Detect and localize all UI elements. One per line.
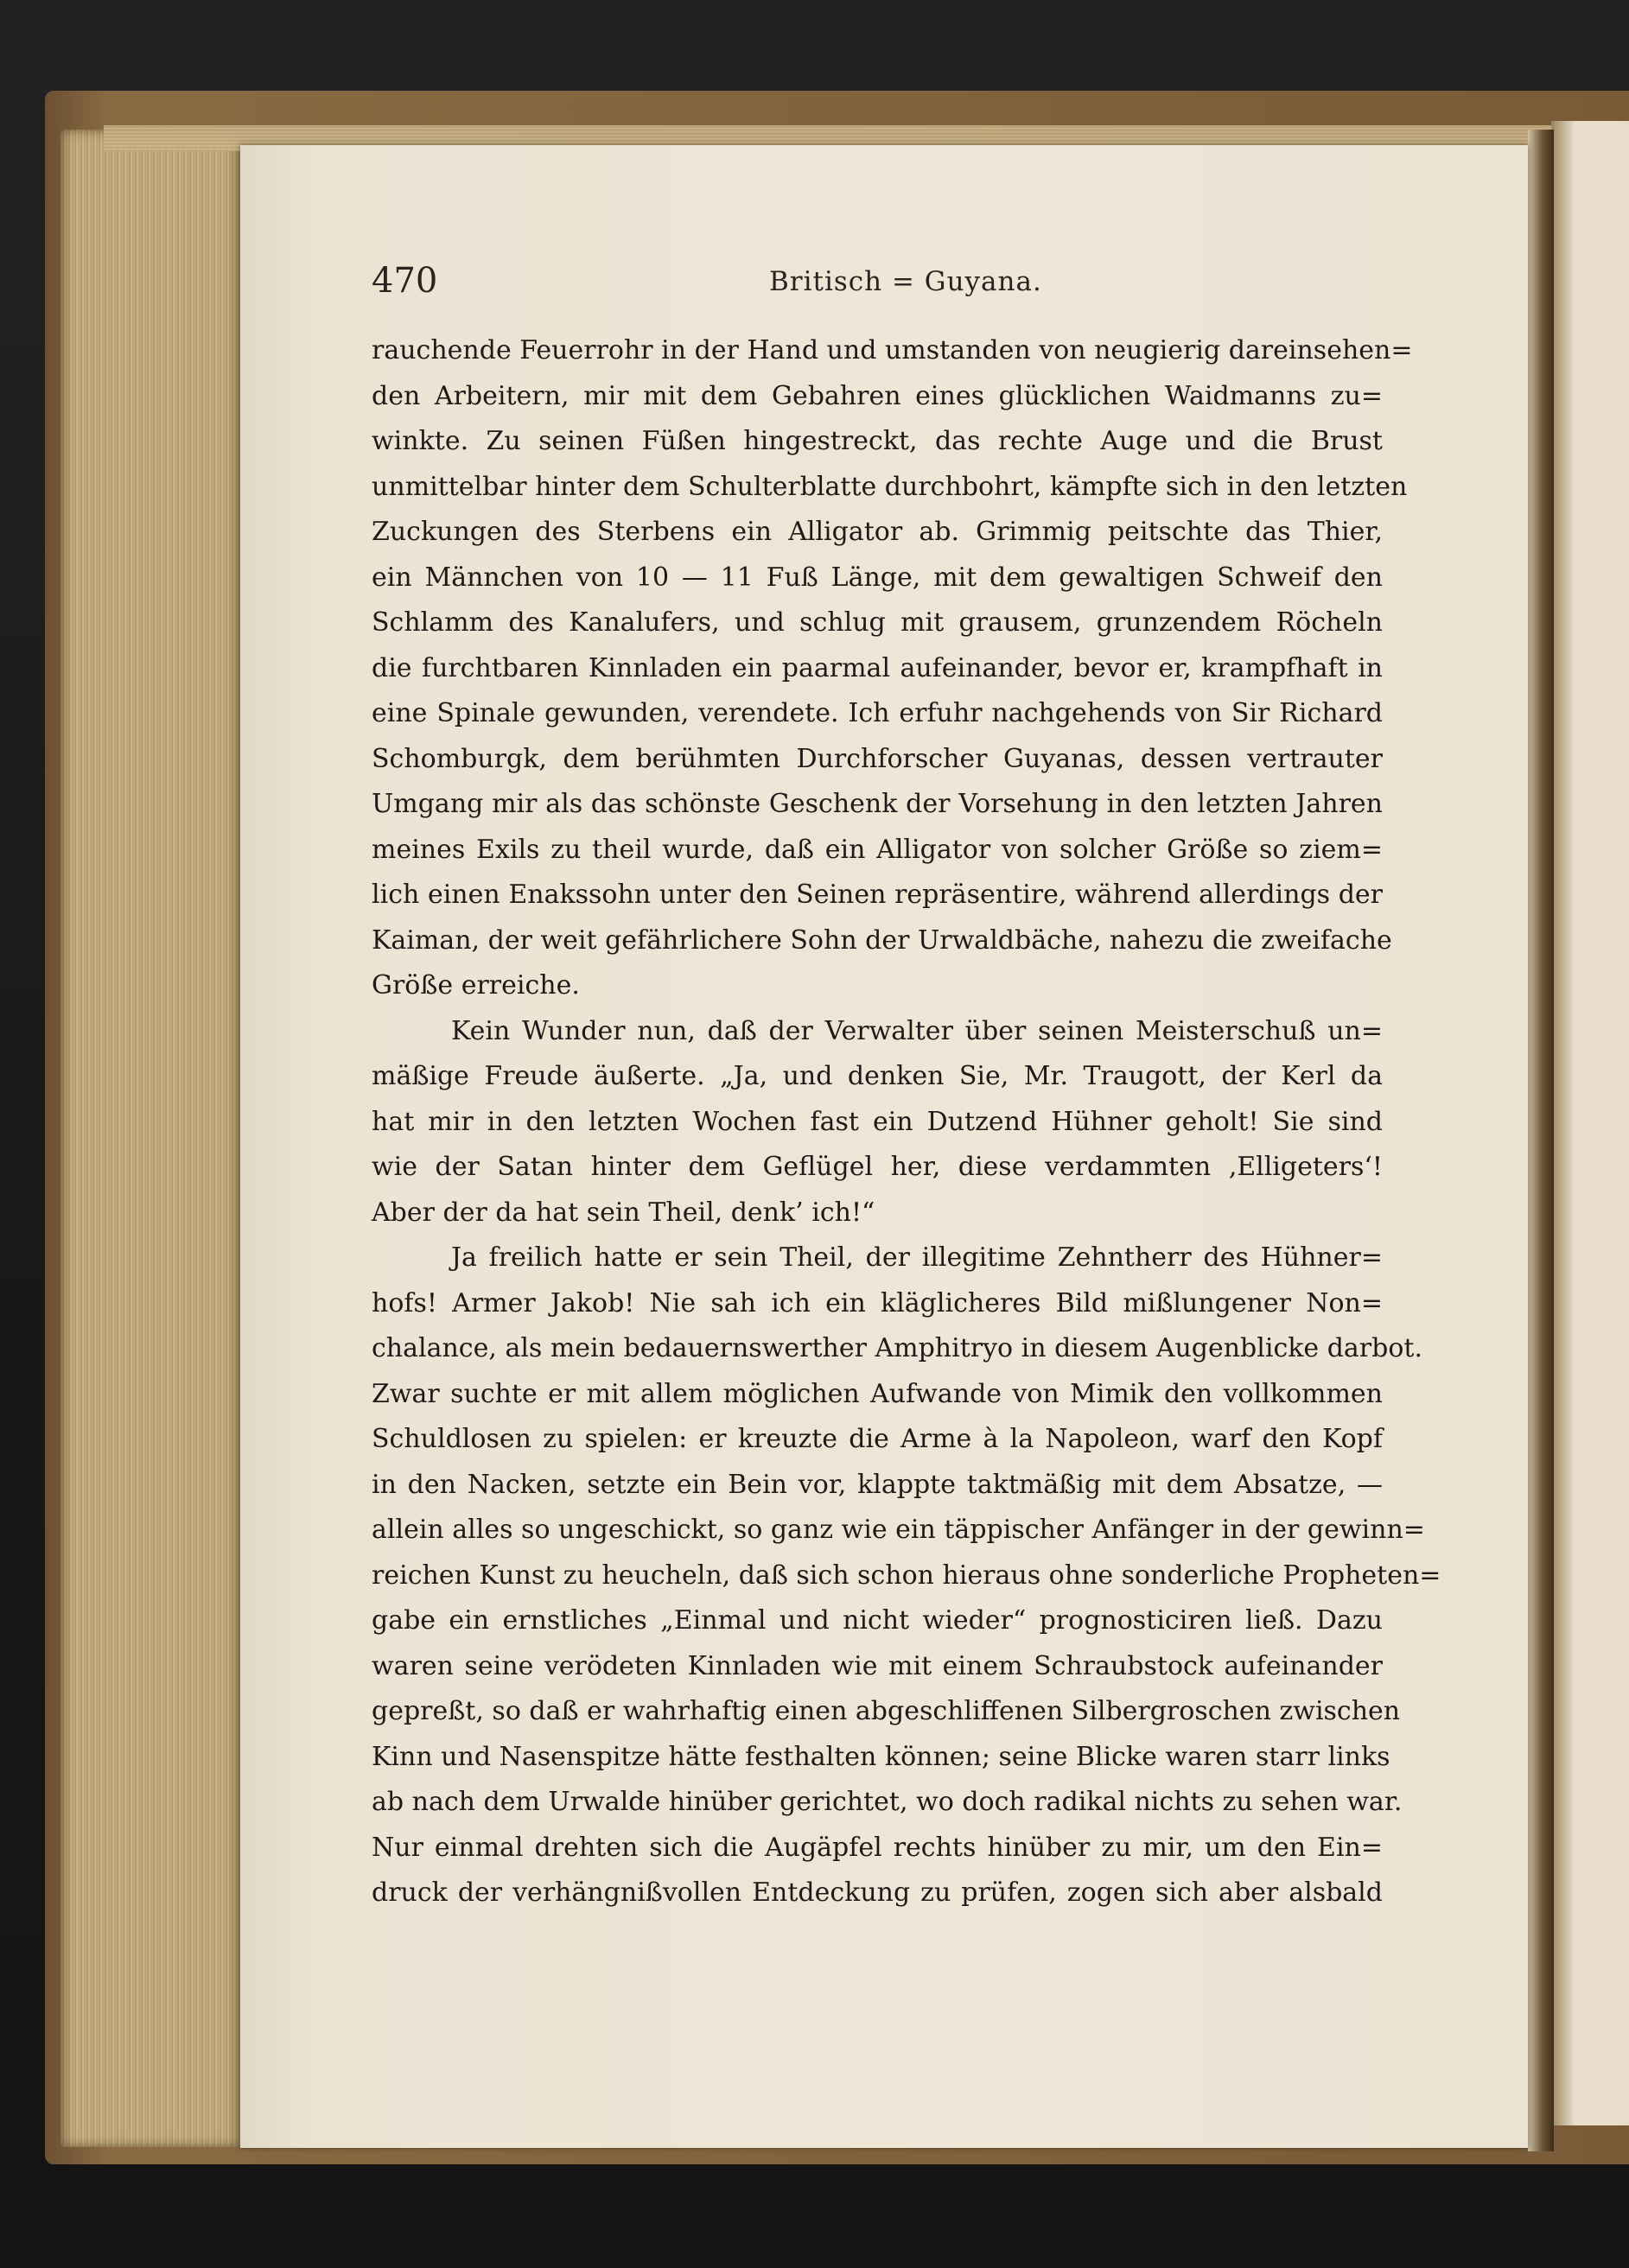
text-line: wie der Satan hinter dem Geflügel her, diese verdammten ‚Elligeters‘! [372, 1152, 1383, 1182]
text-line: unmittelbar hinter dem Schulterblatte durchbohrt, kämpfte sich in den letzten [372, 471, 1408, 502]
text-line: Nur einmal drehten sich die Augäpfel rechts hinüber zu mir, um den Ein= [372, 1832, 1383, 1863]
text-line: Umgang mir als das schönste Geschenk der Vorsehung in den letzten Jahren [372, 789, 1383, 819]
text-line: Schuldlosen zu spielen: er kreuzte die Arme à la Napoleon, warf den Kopf [372, 1424, 1383, 1454]
text-line: Kaiman, der weit gefährlichere Sohn der Urwaldbäche, nahezu die zweifache [372, 924, 1392, 956]
text-line: Aber der da hat sein Theil, denk’ ich!“ [372, 1197, 875, 1228]
text-line: hat mir in den letzten Wochen fast ein Dutzend Hühner geholt! Sie sind [372, 1106, 1383, 1137]
text-line: meines Exils zu theil wurde, daß ein Alligator von solcher Größe so ziem= [372, 834, 1383, 865]
text-line: ein Männchen von 10 — 11 Fuß Länge, mit dem gewaltigen Schweif den [372, 562, 1383, 593]
text-line: Größe erreiche. [372, 970, 580, 1001]
facing-page [1551, 121, 1629, 2125]
text-line: Kein Wunder nun, daß der Verwalter über seinen Meisterschuß un= [451, 1015, 1383, 1046]
text-line: den Arbeitern, mir mit dem Gebahren eines glücklichen Waidmanns zu= [372, 380, 1383, 411]
text-line: reichen Kunst zu heucheln, daß sich schon hieraus ohne sonderliche Propheten= [372, 1560, 1441, 1591]
text-line: Zwar suchte er mit allem möglichen Aufwande von Mimik den vollkommen [372, 1378, 1383, 1409]
page-edges [60, 130, 242, 2147]
text-line: die furchtbaren Kinnladen ein paarmal aufeinander, bevor er, krampfhaft in [372, 652, 1383, 683]
book-gutter [1528, 130, 1554, 2151]
text-line: Schomburgk, dem berühmten Durchforscher Guyanas, dessen vertrauter [372, 743, 1383, 774]
text-line: chalance, als mein bedauernswerther Amphitryo in diesem Augenblicke darbot. [372, 1333, 1422, 1363]
text-line: winkte. Zu seinen Füßen hingestreckt, das rechte Auge und die Brust [372, 426, 1383, 456]
page-number: 470 [372, 261, 438, 301]
running-title: Britisch = Guyana. [769, 266, 1042, 297]
text-line: Zuckungen des Sterbens ein Alligator ab. Grimmig peitschte das Thier, [372, 517, 1383, 547]
text-line: rauchende Feuerrohr in der Hand und umstanden von neugierig dareinsehen= [372, 335, 1413, 365]
text-line: waren seine verödeten Kinnladen wie mit einem Schraubstock aufeinander [372, 1650, 1383, 1681]
text-line: gepreßt, so daß er wahrhaftig einen abgeschliffenen Silbergroschen zwischen [372, 1696, 1401, 1726]
body-text [372, 328, 1441, 1916]
text-line: Kinn und Nasenspitze hätte festhalten können; seine Blicke waren starr links [372, 1741, 1390, 1772]
text-line: eine Spinale gewunden, verendete. Ich erfuhr nachgehends von Sir Richard [372, 698, 1383, 728]
running-head [372, 261, 1383, 313]
text-line: Ja freilich hatte er sein Theil, der illegitime Zehntherr des Hühner= [451, 1242, 1383, 1273]
text-line: lich einen Enakssohn unter den Seinen repräsentire, während allerdings der [372, 880, 1383, 910]
text-line: Schlamm des Kanalufers, und schlug mit grausem, grunzendem Röcheln [372, 607, 1383, 638]
text-line: hofs! Armer Jakob! Nie sah ich ein kläglicheres Bild mißlungener Non= [372, 1287, 1383, 1318]
text-line: ab nach dem Urwalde hinüber gerichtet, wo doch radikal nichts zu sehen war. [372, 1787, 1403, 1817]
text-line: mäßige Freude äußerte. „Ja, und denken Sie, Mr. Traugott, der Kerl da [372, 1061, 1383, 1091]
text-line: gabe ein ernstliches „Einmal und nicht wieder“ prognosticiren ließ. Dazu [372, 1605, 1383, 1636]
text-line: allein alles so ungeschickt, so ganz wie ein täppischer Anfänger in der gewinn= [372, 1515, 1425, 1545]
text-line: in den Nacken, setzte ein Bein vor, klappte taktmäßig mit dem Absatze, — [372, 1469, 1383, 1500]
text-line: druck der verhängnißvollen Entdeckung zu prüfen, zogen sich aber alsbald [372, 1877, 1383, 1908]
